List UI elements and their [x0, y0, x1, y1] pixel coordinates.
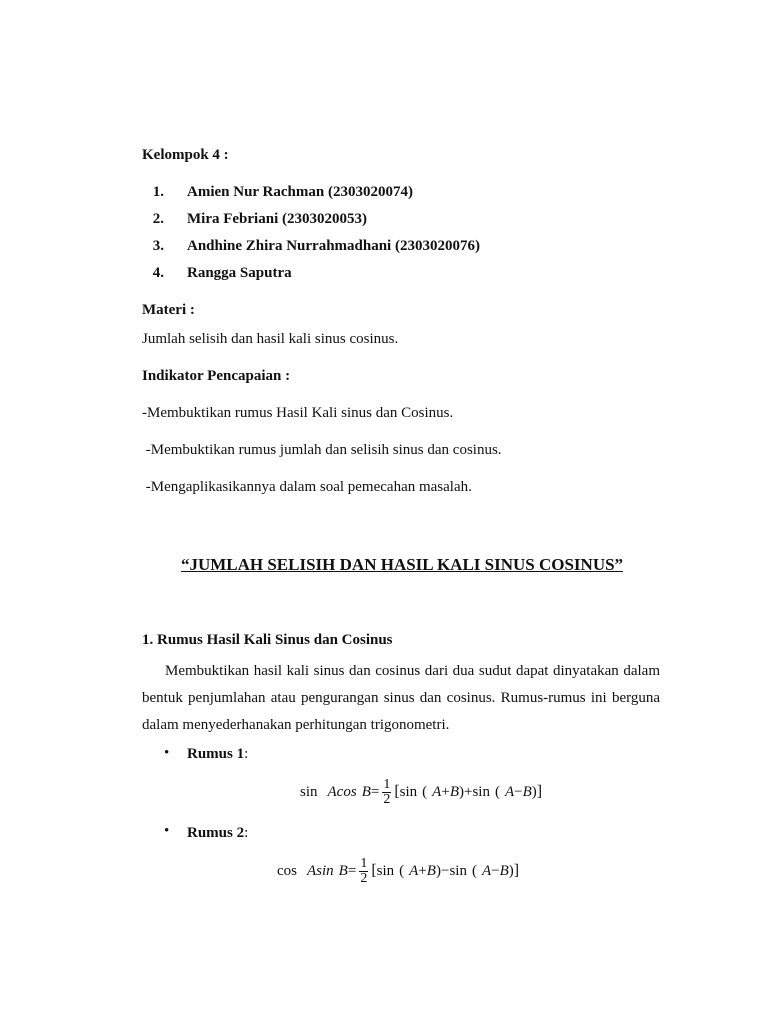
list-item-number: 3.: [152, 238, 164, 254]
indikator-item: -Mengaplikasikannya dalam soal pemecahan masalah.: [142, 479, 472, 495]
formula-lhs-fn: sin: [300, 783, 318, 800]
indikator-item: -Membuktikan rumus jumlah dan selisih sinus dan cosinus.: [142, 442, 502, 458]
rumus-label: Rumus 2: [187, 825, 245, 841]
document-title: “JUMLAH SELISIH DAN HASIL KALI SINUS COSINUS”: [180, 555, 624, 574]
formula-fn: sin: [376, 862, 395, 879]
formula-lhs-b: B: [361, 783, 371, 800]
rumus-colon: :: [244, 746, 249, 762]
materi-text: Jumlah selisih dan hasil kali sinus cosinus.: [142, 331, 399, 347]
formula-lhs-a: Asin: [307, 862, 334, 879]
formula-fn: sin: [449, 862, 467, 879]
list-item-name: Amien Nur Rachman (2303020074): [187, 184, 413, 200]
rumus-label-row: [187, 824, 248, 842]
formula-fn: sin: [399, 783, 418, 800]
rumus-label: Rumus 1: [187, 746, 245, 762]
list-item-name: Andhine Zhira Nurrahmadhani (2303020076): [187, 238, 480, 254]
indikator-label: Indikator Pencapaian :: [142, 368, 291, 384]
list-item-name: Mira Febriani (2303020053): [187, 211, 367, 227]
rumus-colon: :: [244, 825, 249, 841]
rumus-label-row: [187, 745, 248, 763]
formula-sign: −: [440, 862, 450, 879]
formula-fraction: $\frac{1}{2}$: [383, 776, 391, 807]
bullet-icon: •: [164, 745, 170, 761]
section-heading: 1. Rumus Hasil Kali Sinus dan Cosinus: [142, 632, 393, 648]
formula-lhs-fn: cos: [277, 862, 297, 879]
formula-fraction: $\frac{1}{2}$: [360, 855, 368, 886]
formula-rumus-2: cos Asin B = $\frac{1}{2}$ [ sin ( A + B ) − sin ( A − B ) ]: [277, 855, 520, 886]
list-item-number: 2.: [152, 211, 164, 227]
formula-lhs-a: Acos: [327, 783, 357, 800]
list-item: [142, 237, 542, 255]
list-item-name: Rangga Saputra: [187, 265, 292, 281]
list-item: [142, 210, 542, 228]
formula-fn: sin: [472, 783, 490, 800]
section-paragraph: Membuktikan hasil kali sinus dan cosinus dari dua sudut dapat dinyatakan dalam bentuk penjumlahan atau pengurangan sinus dan cosinus. Rumus-rumus ini berguna dalam menyederhanakan perhitungan trigonometri.: [142, 663, 660, 733]
list-item: [142, 183, 542, 201]
bullet-icon: •: [164, 823, 170, 839]
materi-label: Materi :: [142, 302, 195, 318]
formula-lhs-b: B: [338, 862, 348, 879]
list-item: [142, 264, 542, 282]
formula-rumus-1: sin Acos B = $\frac{1}{2}$ [ sin ( A + B ) + sin ( A − B ) ]: [300, 776, 543, 807]
indikator-item: -Membuktikan rumus Hasil Kali sinus dan Cosinus.: [142, 405, 454, 421]
group-label: Kelompok 4 :: [142, 147, 229, 163]
list-item-number: 4.: [152, 265, 164, 281]
list-item-number: 1.: [152, 184, 164, 200]
formula-sign: +: [463, 783, 473, 800]
